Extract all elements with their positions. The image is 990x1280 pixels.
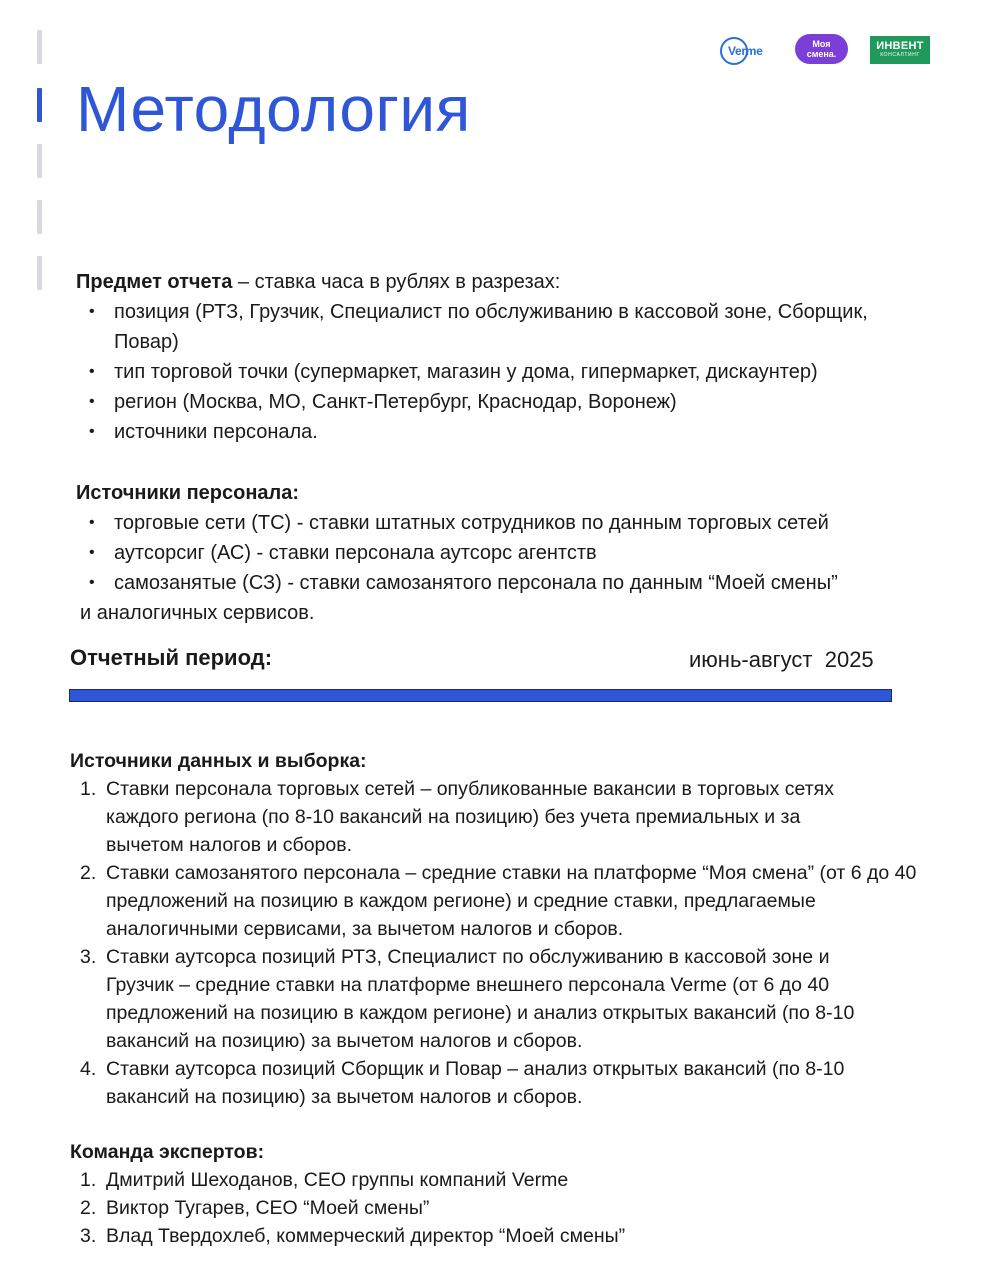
list-item: • аутсорсиг (АС) - ставки персонала аутсорс агентств <box>77 538 936 568</box>
personnel-sources-tail: и аналогичных сервисов. <box>80 602 315 624</box>
personnel-sources-section <box>76 478 936 628</box>
moya-smena-logo: Моя смена. <box>795 34 848 64</box>
data-sources-section <box>70 747 920 1111</box>
period-label: Отчетный период: <box>70 645 273 670</box>
data-sources-list <box>70 775 920 1111</box>
personnel-sources-heading: Источники персонала: <box>76 482 300 504</box>
list-item: 4. Ставки аутсорса позиций Сборщик и Повар – анализ открытых вакансий (по 8-10 вакансий на позицию) за вычетом налогов и сборов. <box>80 1058 845 1108</box>
verme-logo: Verme <box>720 35 772 65</box>
list-item: • тип торговой точки (супермаркет, магазин у дома, гипермаркет, дискаунтер) <box>77 357 936 387</box>
subject-heading: Предмет отчета <box>76 271 233 293</box>
list-item: • позиция (РТЗ, Грузчик, Специалист по обслуживанию в кассовой зоне, Сборщик, Повар) <box>77 297 936 357</box>
list-item: 1. Дмитрий Шеходанов, CEO группы компаний Verme <box>80 1169 569 1191</box>
list-item: 3. Влад Твердохлеб, коммерческий директор “Моей смены” <box>80 1225 626 1247</box>
expert-team-section <box>70 1138 920 1250</box>
subject-list <box>77 297 936 447</box>
side-dash <box>37 30 42 64</box>
partner-logos <box>720 33 940 67</box>
subject-intro-text: – ставка часа в рублях в разрезах: <box>232 271 561 293</box>
list-item: • регион (Москва, МО, Санкт-Петербург, Краснодар, Воронеж) <box>77 387 936 417</box>
period-value: июнь-август 2025 <box>689 647 874 672</box>
data-sources-heading: Источники данных и выборка: <box>70 750 367 772</box>
side-dash <box>37 200 42 234</box>
list-item: 2. Виктор Тугарев, CEO “Моей смены” <box>80 1197 430 1219</box>
list-item: 3. Ставки аутсорса позиций РТЗ, Специалист по обслуживанию в кассовой зоне и Грузчик – средние ставки на платформе внешнего персонала Verme (от 6 до 40 предложений на позицию в каждом регионе) и анализ открытых вакансий (по 8-10 вакансий на позицию) за вычетом налогов и сборов. <box>80 946 855 1052</box>
list-item: 2. Ставки самозанятого персонала – средние ставки на платформе “Моя смена” (от 6 до 40 предложений на позицию в каждом регионе) и средние ставки, предлагаемые аналогичными сервисами, за вычетом налогов и сборов. <box>80 862 917 940</box>
personnel-sources-list <box>77 508 936 598</box>
list-item: • самозанятые (СЗ) - ставки самозанятого персонала по данным “Моей смены” <box>77 568 936 598</box>
subject-section <box>76 267 936 447</box>
page-title: Методология <box>76 73 471 145</box>
side-dash-active <box>37 88 42 122</box>
list-item: • торговые сети (ТС) - ставки штатных сотрудников по данным торговых сетей <box>77 508 936 538</box>
list-item: 1. Ставки персонала торговых сетей – опубликованные вакансии в торговых сетях каждого региона (по 8-10 вакансий на позицию) без учета премиальных и за вычетом налогов и сборов. <box>80 778 834 856</box>
list-item: • источники персонала. <box>77 417 936 447</box>
period-divider-bar <box>69 689 892 702</box>
side-dash <box>37 256 42 290</box>
invent-logo: ИНВЕНТ КОНСАЛТИНГ <box>870 36 930 64</box>
expert-team-heading: Команда экспертов: <box>70 1141 265 1163</box>
side-dash <box>37 144 42 178</box>
subject-intro <box>76 267 936 297</box>
side-decoration <box>37 30 43 295</box>
expert-team-list <box>70 1166 920 1250</box>
